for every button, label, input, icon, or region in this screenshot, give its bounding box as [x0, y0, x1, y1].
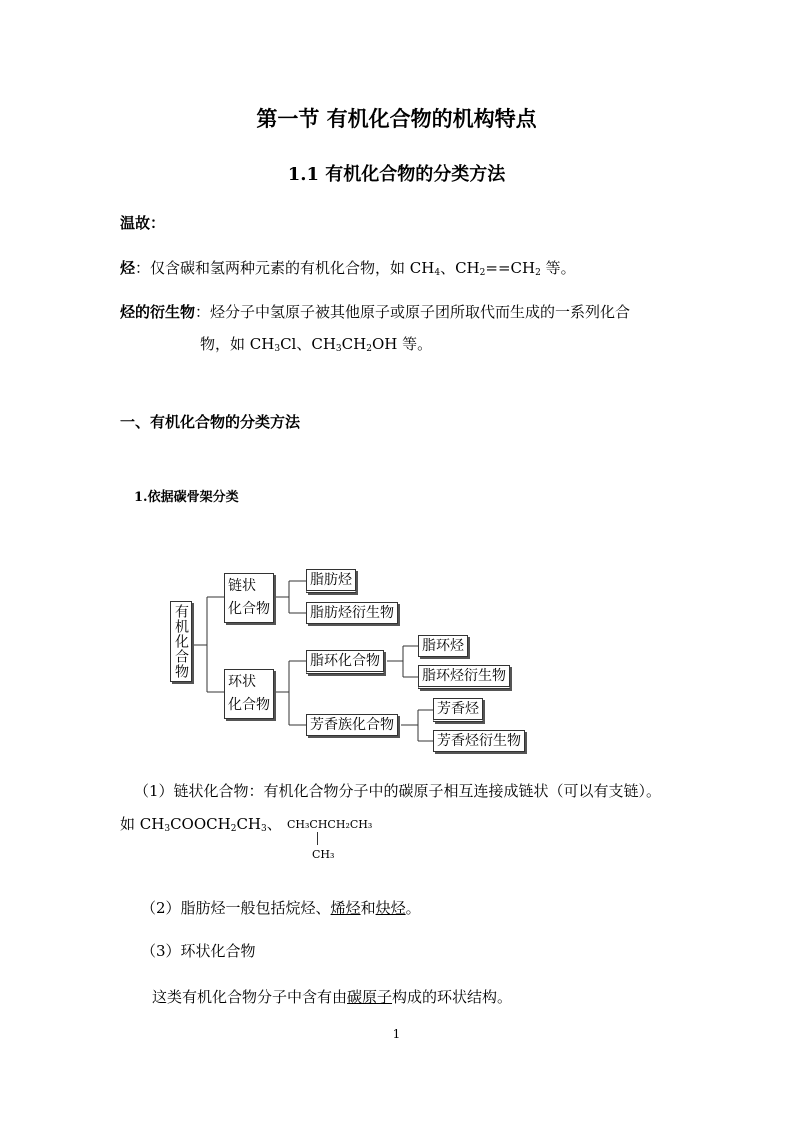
sub: 2 [366, 344, 372, 354]
node-aromatic-derivative: 芳香烃衍生物 [433, 730, 525, 752]
paragraph-ring-heading: （3）环状化合物 [141, 942, 256, 960]
text: 。 [405, 899, 421, 917]
text: 如 CH [120, 815, 165, 833]
text: CH [236, 815, 261, 833]
node-organic-compound: 有机化合物 [170, 601, 192, 682]
paragraph-chain-example [120, 813, 282, 834]
node-cycloalkane: 脂环烃 [418, 635, 468, 657]
node-label: 化合物 [228, 697, 270, 713]
text: Cl、CH [280, 335, 336, 353]
node-label: 环状 [228, 674, 256, 690]
text: 和 [360, 899, 376, 917]
text: （2）脂肪烃一般包括烷烃、 [141, 899, 331, 917]
underlined-term: 烯烃 [330, 899, 361, 917]
text: COOCH [170, 815, 231, 833]
sub: 2 [479, 268, 486, 278]
paragraph-chain: （1）链状化合物：有机化合物分子中的碳原子相互连接成链状（可以有支链）。 [134, 782, 662, 800]
page-title: 第一节 有机化合物的机构特点 [256, 106, 537, 131]
section-subtitle: 1.1 有机化合物的分类方法 [287, 164, 506, 185]
node-ring-compound [224, 669, 274, 719]
sub: 3 [261, 824, 267, 834]
text: 这类有机化合物分子中含有由 [152, 988, 348, 1006]
paragraph-ring [152, 986, 512, 1007]
text: 等。 [540, 259, 576, 277]
structure-main-chain: CH₃CHCH₂CH₃ [287, 818, 373, 831]
text: ：烃分子中氢原子被其他原子或原子团所取代而生成的一系列化合 [195, 303, 631, 321]
sub: 3 [164, 824, 171, 834]
sub: 3 [274, 344, 281, 354]
node-aromatic-compound: 芳香族化合物 [306, 714, 398, 736]
subsection-heading: 1.依据碳骨架分类 [134, 490, 239, 505]
text: 物，如 CH [200, 335, 275, 353]
structure-branch: CH₃ [312, 848, 335, 861]
page-number: 1 [392, 1027, 401, 1041]
node-chain-compound [224, 573, 274, 623]
text: 、 [266, 815, 282, 833]
review-heading: 温故： [120, 214, 166, 232]
section-heading: 一、有机化合物的分类方法 [120, 413, 301, 431]
node-label: 链状 [228, 578, 256, 594]
derivative-term: 烃的衍生物 [120, 303, 196, 321]
sub: 2 [535, 268, 541, 278]
text: ==CH [485, 259, 536, 277]
hydrocarbon-text: ：仅含碳和氢两种元素的有机化合物，如 CH [135, 259, 435, 277]
node-aliphatic-hydrocarbon: 脂肪烃 [306, 569, 356, 593]
node-aliphatic-derivative: 脂肪烃衍生物 [306, 602, 398, 624]
text: 、CH [440, 259, 480, 277]
sub: 3 [335, 344, 342, 354]
underlined-term: 炔烃 [375, 899, 406, 917]
text: 构成的环状结构。 [392, 988, 513, 1006]
node-aromatic-hydrocarbon: 芳香烃 [433, 698, 483, 722]
sub: 4 [434, 268, 441, 278]
structure-bond [317, 832, 318, 845]
node-alicyclic-compound: 脂环化合物 [306, 650, 384, 674]
node-label: 化合物 [228, 601, 270, 617]
underlined-term: 碳原子 [347, 988, 393, 1006]
paragraph-aliphatic [141, 897, 421, 918]
sub: 2 [230, 824, 237, 834]
text: OH 等。 [371, 335, 433, 353]
text: CH [341, 335, 367, 353]
hydrocarbon-term: 烃 [120, 259, 136, 277]
node-alicyclic-derivative: 脂环烃衍生物 [418, 665, 510, 689]
